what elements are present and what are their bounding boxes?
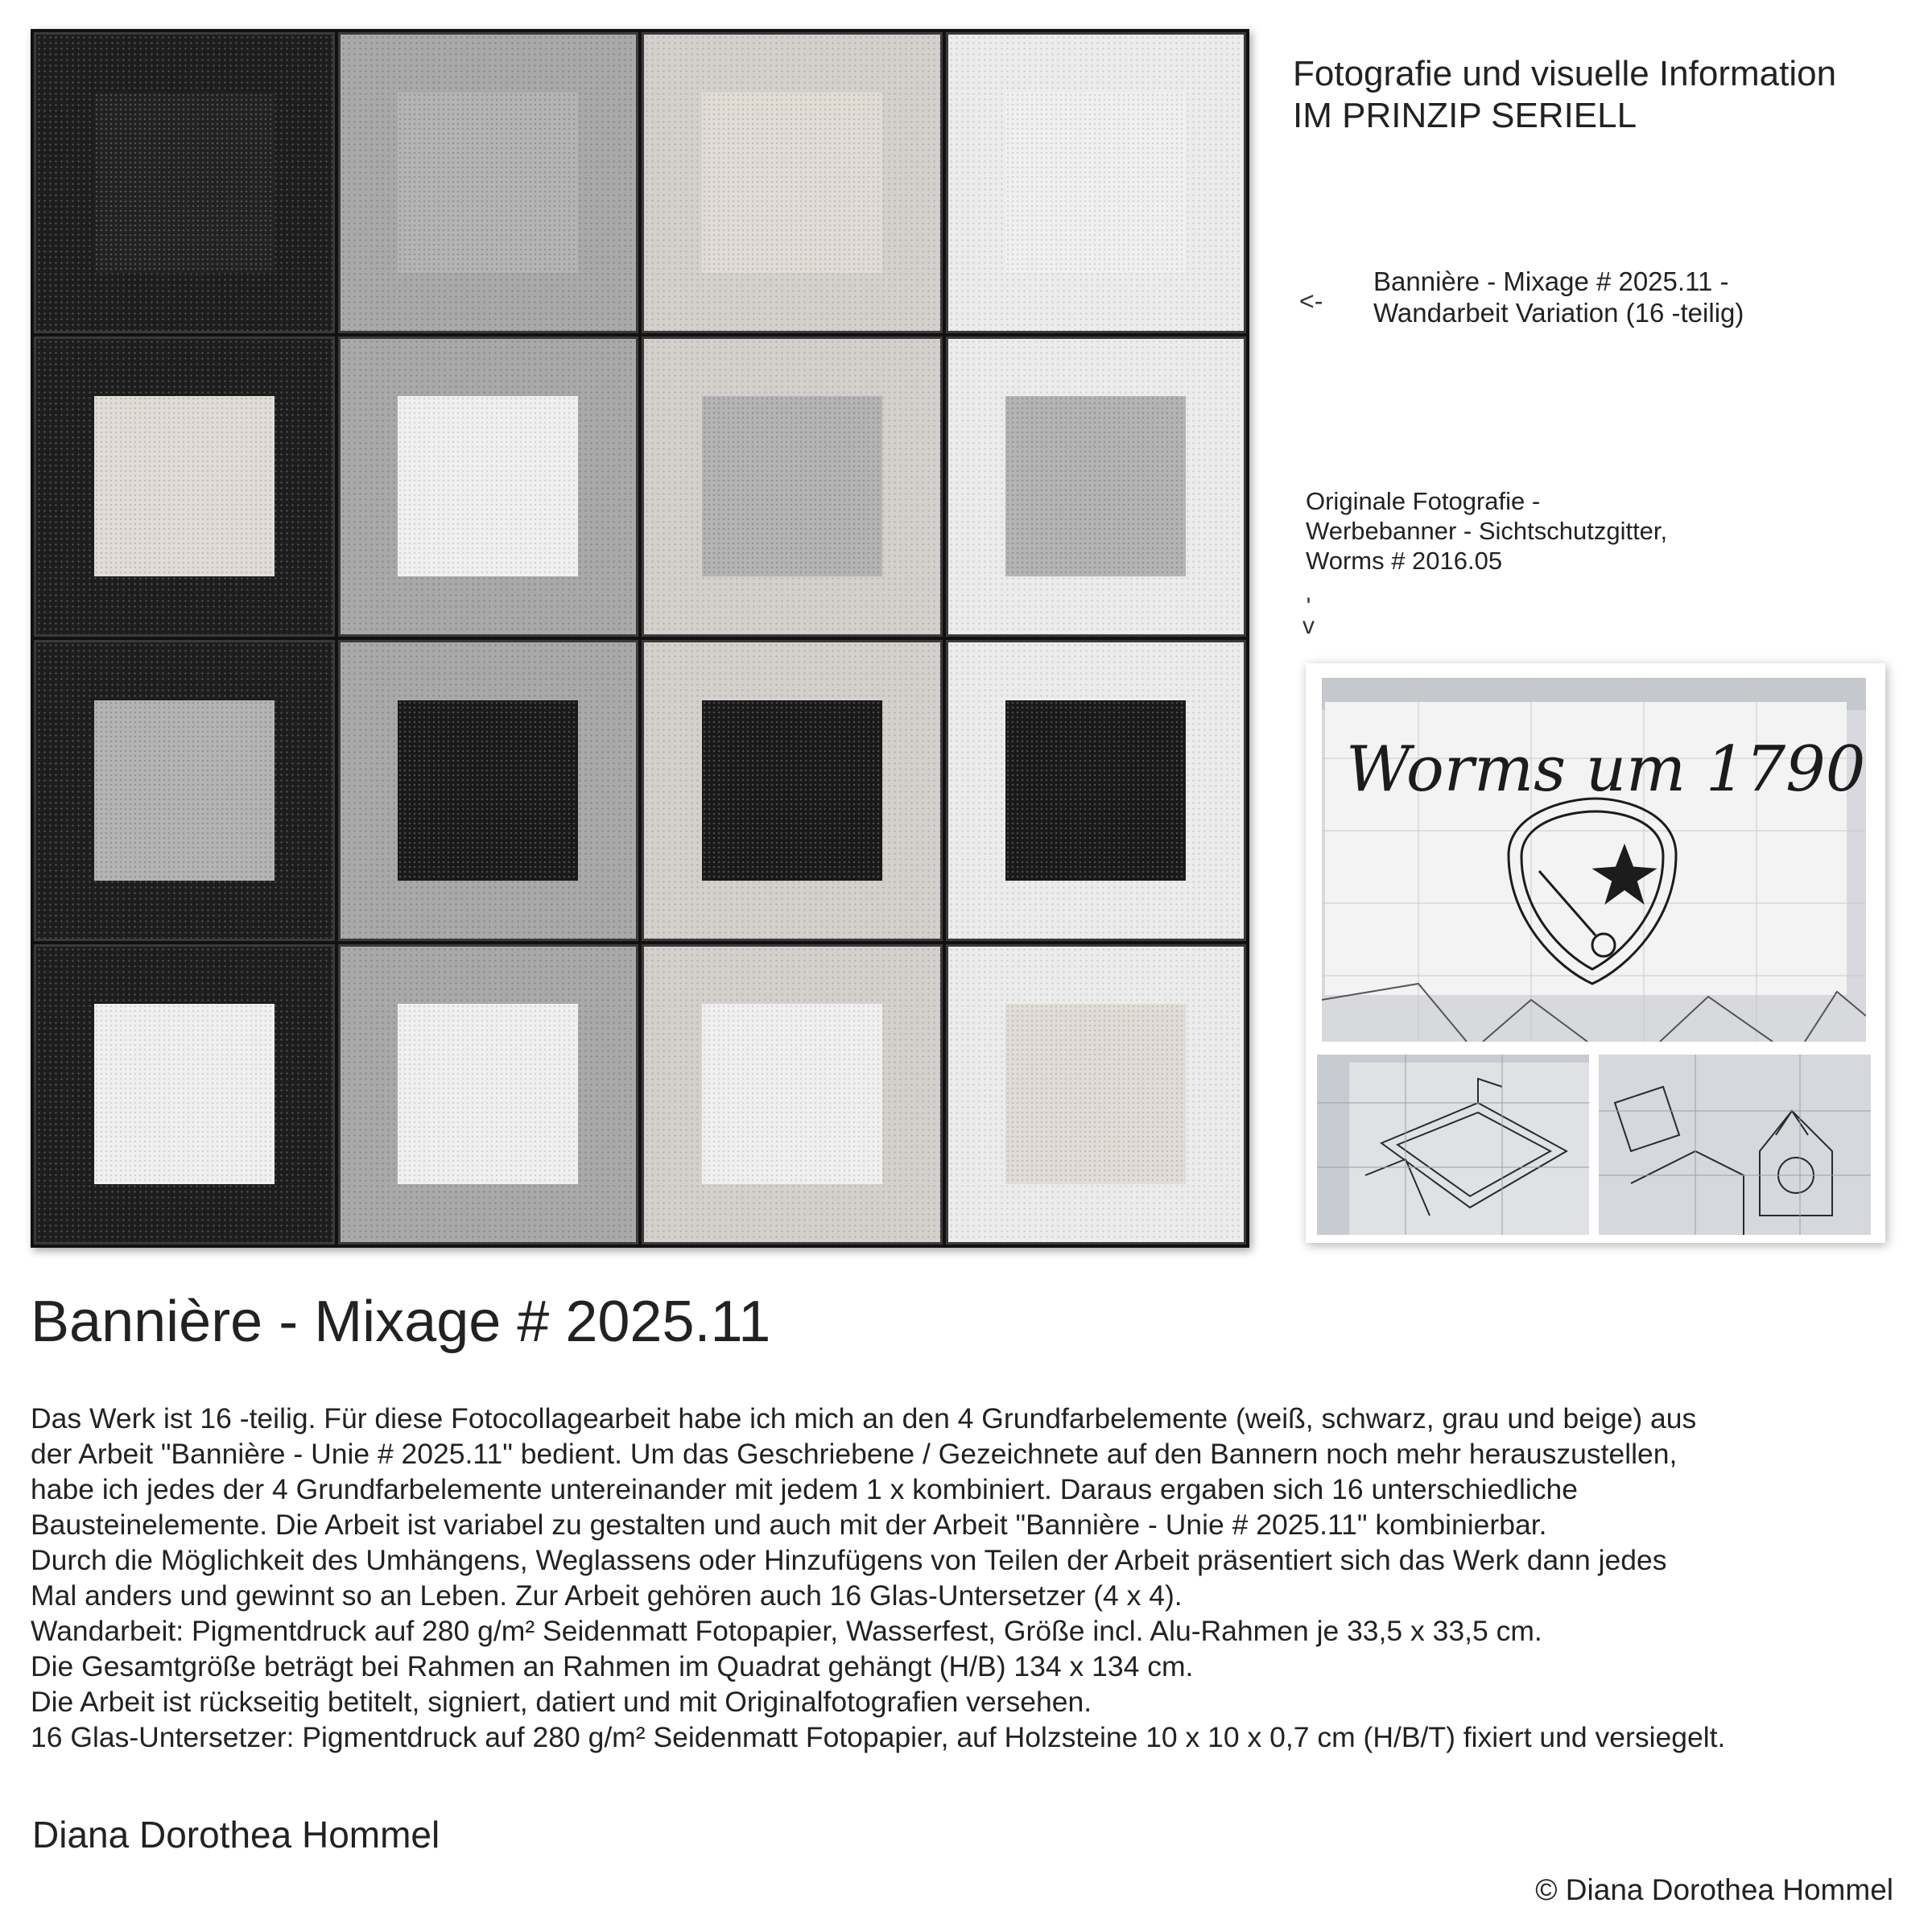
artwork-tile xyxy=(642,640,943,941)
artwork-tile xyxy=(946,640,1247,941)
description-line: Durch die Möglichkeit des Umhängens, Weglassens oder Hinzufügens von Teilen der Arbeit präsentiert sich das Werk dann jedes xyxy=(31,1544,1667,1576)
description-line: 16 Glas-Untersetzer: Pigmentdruck auf 280 g/m² Seidenmatt Fotopapier, auf Holzsteine 10 x 10 x 0,7 cm (H/B/T) fixiert und versiegelt. xyxy=(31,1721,1726,1753)
description-line: Bausteinelemente. Die Arbeit ist variabel zu gestalten und auch mit der Arbeit "Bannière - Unie # 2025.11" kombinierbar. xyxy=(31,1509,1547,1541)
header-title xyxy=(1293,53,1836,137)
banner-script-text: Worms um 1790 xyxy=(1346,733,1866,806)
original-photo-card xyxy=(1306,663,1885,1243)
description xyxy=(31,1401,1930,1755)
work-reference-line-2: Wandarbeit Variation (16 -teilig) xyxy=(1373,298,1744,328)
artwork-tile xyxy=(642,32,943,333)
arrow-down-icon xyxy=(1302,593,1315,639)
artwork-tile-inner-square xyxy=(702,93,882,273)
description-line: Wandarbeit: Pigmentdruck auf 280 g/m² Seidenmatt Fotopapier, Wasserfest, Größe incl. Alu-Rahmen je 33,5 x 33,5 cm. xyxy=(31,1615,1542,1647)
artwork-tile xyxy=(34,944,335,1245)
artwork-tile xyxy=(338,32,639,333)
description-line: Das Werk ist 16 -teilig. Für diese Fotocollagearbeit habe ich mich an den 4 Grundfarbelemente (weiß, schwarz, grau und beige) aus xyxy=(31,1402,1697,1435)
original-reference-line-2: Werbebanner - Sichtschutzgitter, xyxy=(1306,517,1668,545)
work-reference xyxy=(1373,266,1744,328)
description-line: Die Arbeit ist rückseitig betitelt, signiert, datiert und mit Originalfotografien versehen. xyxy=(31,1686,1092,1718)
artist-name: Diana Dorothea Hommel xyxy=(32,1814,440,1856)
description-line: Die Gesamtgröße beträgt bei Rahmen an Rahmen im Quadrat gehängt (H/B) 134 x 134 cm. xyxy=(31,1650,1194,1682)
artwork-tile xyxy=(946,336,1247,638)
artwork-tile xyxy=(642,944,943,1245)
artwork-tile-inner-square xyxy=(1005,700,1186,881)
artwork-tile-inner-square xyxy=(1005,93,1186,273)
city-drawing-photo-1 xyxy=(1317,1055,1589,1235)
header-line-1: Fotografie und visuelle Information xyxy=(1293,54,1837,93)
artwork-tile xyxy=(338,640,639,941)
artwork-tile xyxy=(946,32,1247,333)
artwork-tile xyxy=(34,336,335,638)
description-line: der Arbeit "Bannière - Unie # 2025.11" bedient. Um das Geschriebene / Gezeichnete auf den Bannern noch mehr herauszustellen, xyxy=(31,1438,1678,1470)
artwork-tile-inner-square xyxy=(398,1004,578,1184)
artwork-tile-inner-square xyxy=(702,1004,882,1184)
artwork-tile xyxy=(642,336,943,638)
artwork-tile xyxy=(338,944,639,1245)
artwork-tile-inner-square xyxy=(94,93,275,273)
arrow-down-stem: ' xyxy=(1306,593,1311,620)
artwork-tile-inner-square xyxy=(94,700,275,881)
copyright-notice: © Diana Dorothea Hommel xyxy=(1535,1873,1893,1906)
artwork-tile-inner-square xyxy=(398,396,578,576)
city-drawing-illustration-2 xyxy=(1599,1055,1871,1235)
city-drawing-photo-2 xyxy=(1599,1055,1871,1235)
description-line: Mal anders und gewinnt so an Leben. Zur Arbeit gehören auch 16 Glas-Untersetzer (4 x 4). xyxy=(31,1579,1183,1612)
artwork-tile-inner-square xyxy=(1005,1004,1186,1184)
banner-photo xyxy=(1322,678,1866,1042)
artwork-tile-inner-square xyxy=(94,1004,275,1184)
artwork-tile-inner-square xyxy=(1005,396,1186,576)
header-line-2: IM PRINZIP SERIELL xyxy=(1293,96,1637,135)
original-reference-line-1: Originale Fotografie - xyxy=(1306,487,1541,515)
work-reference-line-1: Bannière - Mixage # 2025.11 - xyxy=(1373,266,1729,296)
artwork-tile-inner-square xyxy=(398,93,578,273)
artwork-tile-inner-square xyxy=(398,700,578,881)
artwork-tile-inner-square xyxy=(702,700,882,881)
artwork-grid xyxy=(31,29,1249,1248)
arrow-left-icon: <- xyxy=(1299,287,1323,316)
artwork-tile-inner-square xyxy=(702,396,882,576)
artwork-tile xyxy=(946,944,1247,1245)
artwork-tile xyxy=(338,336,639,638)
artwork-tile-inner-square xyxy=(94,396,275,576)
artwork-tile xyxy=(34,32,335,333)
city-drawing-illustration-1 xyxy=(1317,1055,1589,1235)
original-photo-reference xyxy=(1306,486,1667,576)
description-line: habe ich jedes der 4 Grundfarbelemente untereinander mit jedem 1 x kombiniert. Daraus ergaben sich 16 unterschiedliche xyxy=(31,1473,1579,1505)
original-reference-line-3: Worms # 2016.05 xyxy=(1306,547,1503,575)
banner-photo-illustration xyxy=(1322,678,1866,1042)
page-title: Bannière - Mixage # 2025.11 xyxy=(31,1290,771,1354)
artwork-tile xyxy=(34,640,335,941)
arrow-down-head: v xyxy=(1302,613,1315,639)
